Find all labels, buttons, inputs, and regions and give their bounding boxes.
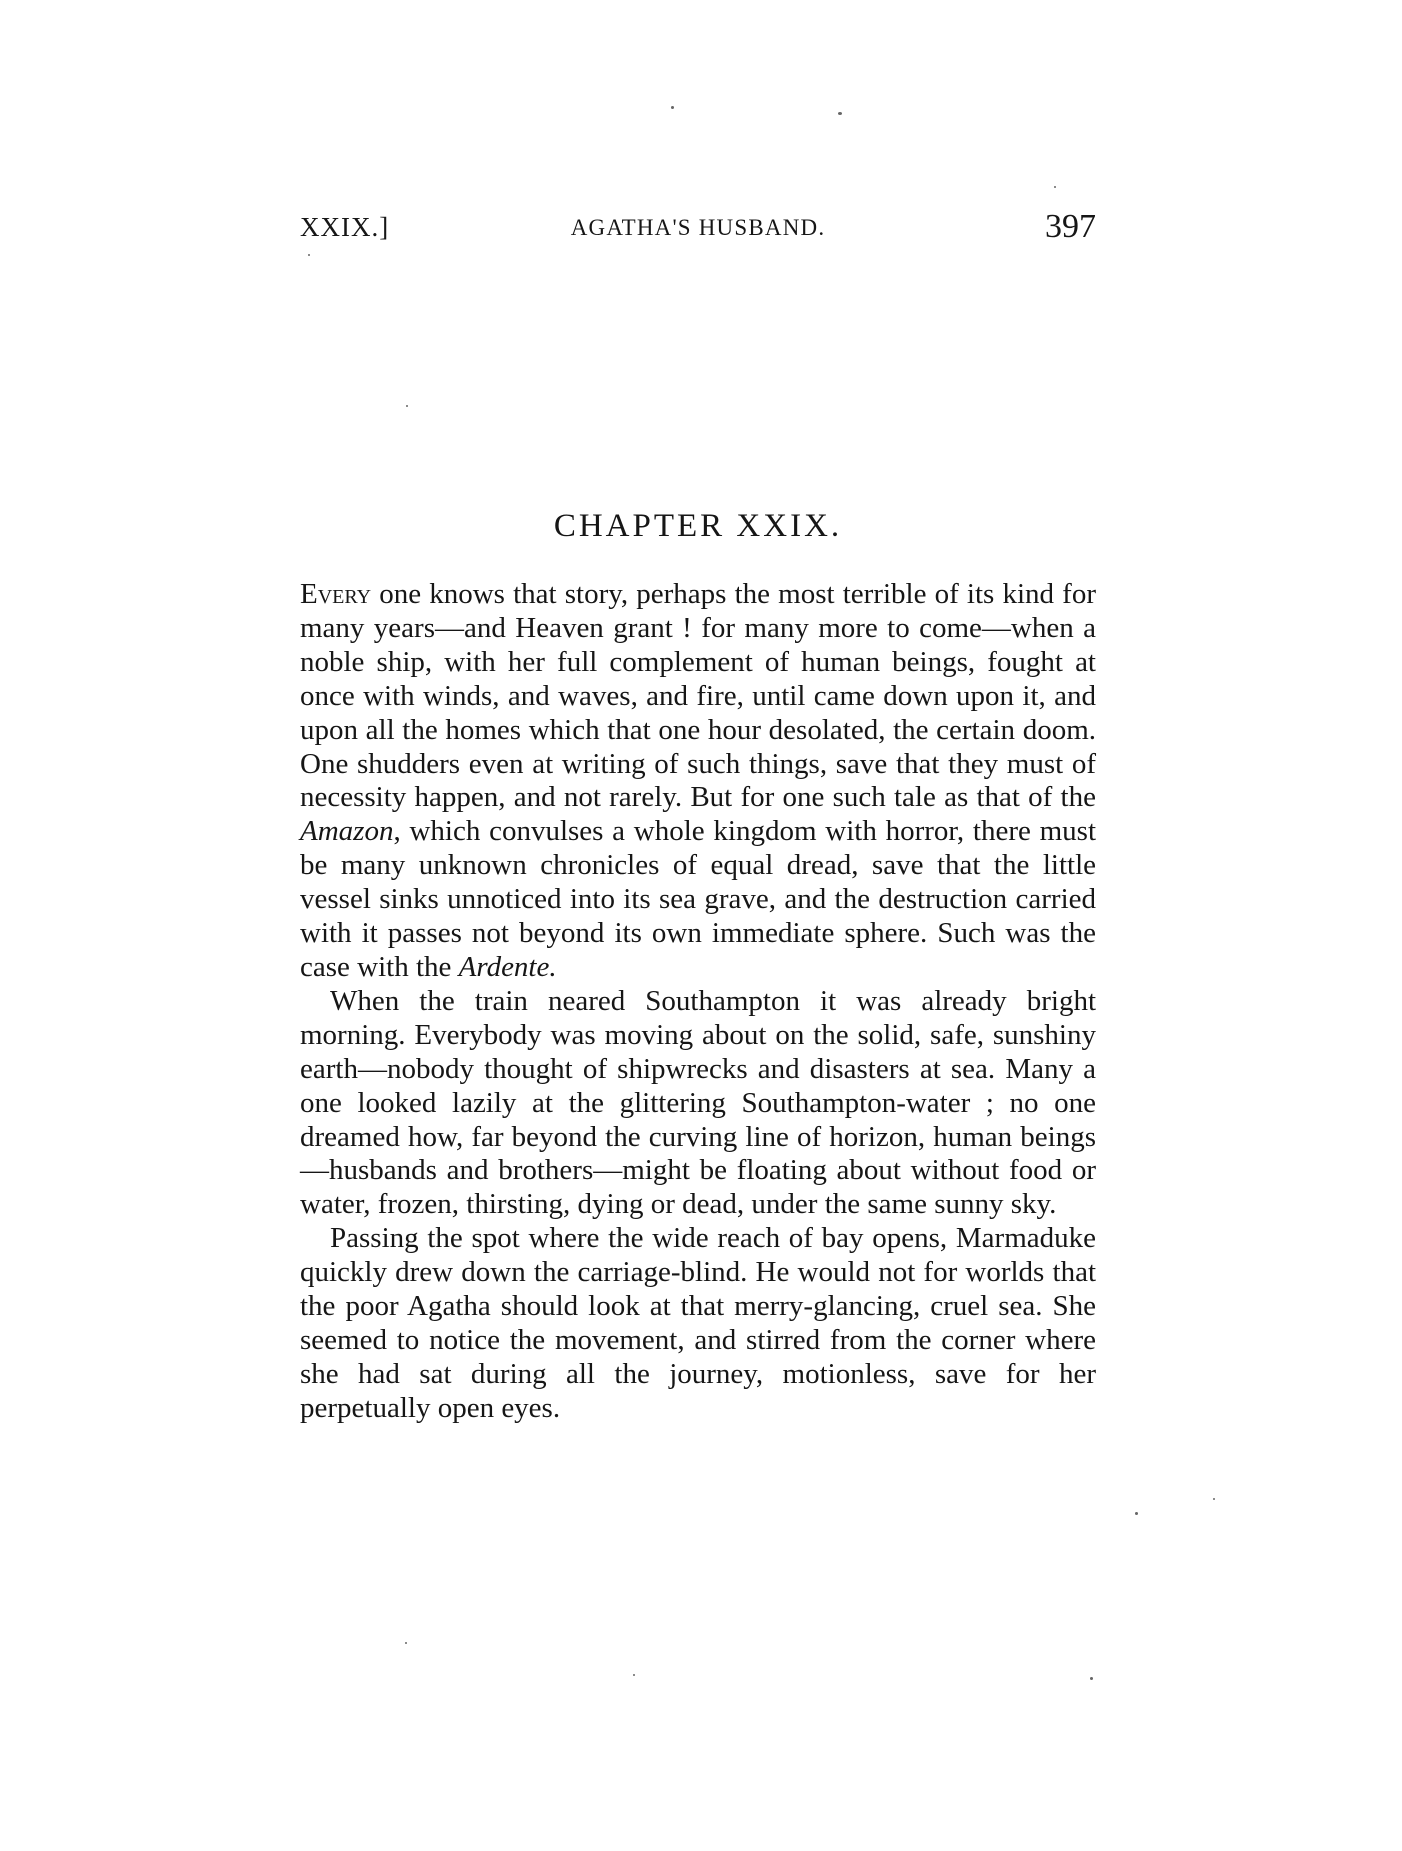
chapter-title: CHAPTER XXIX. (553, 508, 843, 544)
scan-speck (1054, 186, 1056, 188)
paragraph-1-part-1: one knows that story, perhaps the most terrible of its kind for many years—and Heaven grant ! for many more to come—when a noble ship, with her full complement of human beings, fought at once with winds, and waves, and fire, until came down upon it, and upon all the homes which that one hour desolated, the certain doom. One shudders even at writing of such things, save that they must of necessity happen, and not rarely. But for one such tale as that of the (300, 578, 1096, 814)
scan-speck (1090, 1677, 1093, 1680)
scan-speck (1213, 1498, 1215, 1500)
scan-speck (633, 1674, 635, 1676)
page-number: 397 (1045, 208, 1096, 245)
scan-speck (1135, 1512, 1138, 1515)
scan-speck (406, 405, 408, 407)
paragraph-3: Passing the spot where the wide reach of bay opens, Marmaduke quickly drew down the carriage-blind. He would not for worlds that the poor Agatha should look at that merry-glancing, cruel sea. She seemed to notice the movement, and stirred from the corner where she had sat during all the journey, motionless, save for her perpetually open eyes. (300, 1222, 1096, 1424)
paragraph-2: When the train neared Southampton it was already bright morning. Everybody was moving about on the solid, safe, sunshiny earth—nobody thought of shipwrecks and disasters at sea. Many a one looked lazily at the glittering Southampton-water ; no one dreamed how, far beyond the curving line of horizon, human beings—husbands and brothers—might be floating about without food or water, frozen, thirsting, dying or dead, under the same sunny sky. (300, 984, 1096, 1221)
drop-smallcaps: Every (300, 578, 372, 610)
scan-speck (671, 106, 674, 109)
running-head-chapter: XXIX.] (300, 212, 390, 242)
scan-speck (405, 1642, 407, 1644)
scan-speck (838, 112, 842, 115)
paragraph-1 (300, 578, 1096, 985)
paragraph-1-part-2: , which convulses a whole kingdom with horror, there must be many unknown chronicles of equal dread, save that the little vessel sinks unnoticed into its sea grave, and the destruction carried with it passes not beyond its own immediate sphere. Such was the case with the (300, 815, 1096, 983)
scan-speck (308, 254, 310, 256)
ship-name-amazon: Amazon (300, 815, 394, 848)
ship-name-ardente: Ardente. (458, 950, 557, 983)
running-head-title: AGATHA'S HUSBAND. (570, 215, 826, 240)
running-head (300, 208, 1096, 252)
body-text (300, 578, 1096, 1426)
